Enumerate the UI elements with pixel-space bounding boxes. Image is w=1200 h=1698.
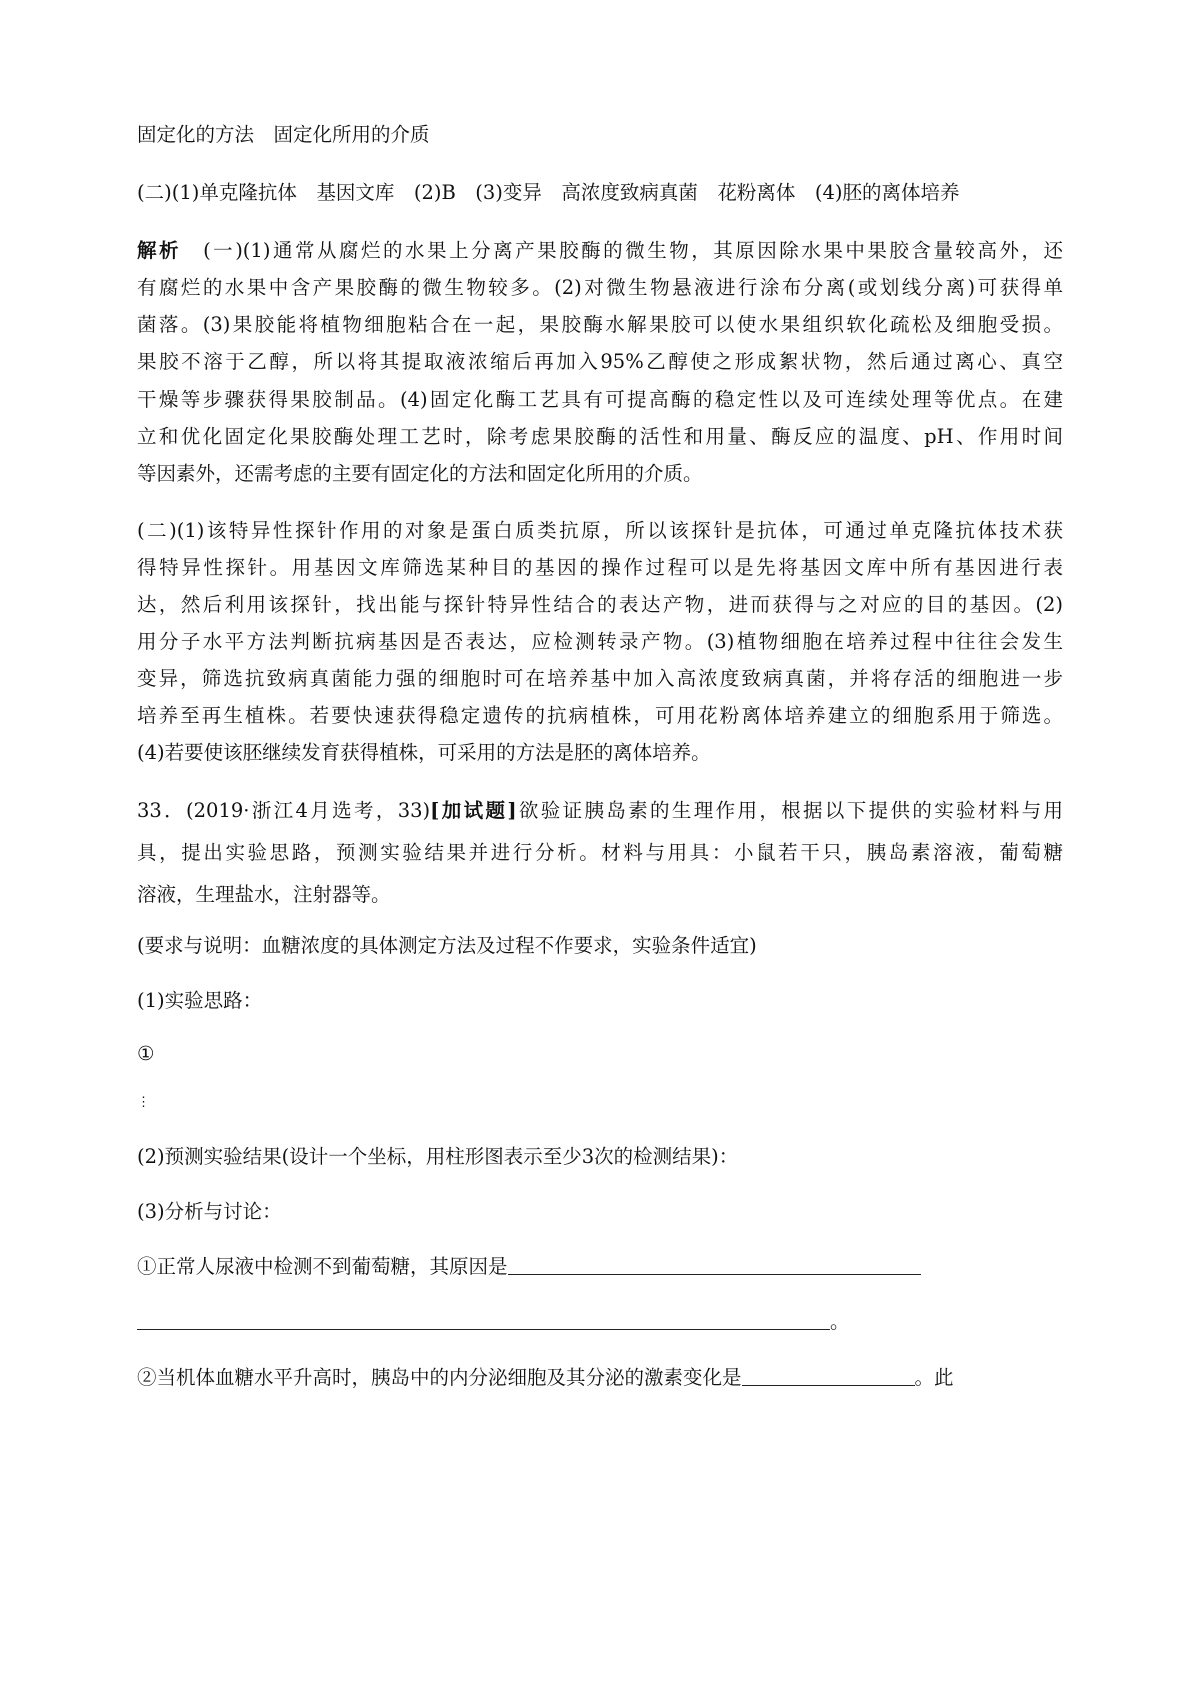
answer-blank-2[interactable] [137,1307,830,1330]
analysis-line-4: 果胶不溶于乙醇，所以将其提取液浓缩后再加入95%乙醇使之形成絮状物，然后通过离心、真空 [137,350,1063,373]
question-text: 欲验证胰岛素的生理作用，根据以下提供的实验材料与用 [516,799,1063,822]
analysis2-line-6: 培养至再生植株。若要快速获得稳定遗传的抗病植株，可用花粉离体培养建立的细胞系用于筛选。 [137,704,1063,727]
analysis-line-7: 等因素外，还需考虑的主要有固定化的方法和固定化所用的介质。 [137,462,703,485]
item-circle-1: ① [137,1042,155,1065]
discussion-1-line [137,1250,1063,1284]
question-tag: [加试题] [430,799,517,822]
part-3-heading: (3)分析与讨论： [137,1200,282,1223]
discussion-1-continuation [137,1305,1063,1339]
discussion-2-line [137,1361,1063,1395]
answer-line-1: 固定化的方法 固定化所用的介质 [137,123,430,146]
analysis2-line-4: 用分子水平方法判断抗病基因是否表达，应检测转录产物。(3)植物细胞在培养过程中往往会发生 [137,630,1063,653]
analysis2-line-3: 达，然后利用该探针，找出能与探针特异性结合的表达产物，进而获得与之对应的目的基因。(2) [137,593,1063,616]
part-2-heading: (2)预测实验结果(设计一个坐标，用柱形图表示至少3次的检测结果)： [137,1145,739,1168]
analysis2-line-2: 得特异性探针。用基因文库筛选某种目的基因的操作过程可以是先将基因文库中所有基因进行表 [137,556,1063,579]
analysis2-line-1: (二)(1)该特异性探针作用的对象是蛋白质类抗原，所以该探针是抗体，可通过单克隆抗体技术获 [137,519,1063,542]
question-33-line-1 [137,794,1063,828]
question-number: 33．(2019·浙江4月选考，33) [137,799,431,822]
analysis-label: 解析 [137,239,182,262]
ellipsis-mark: ⋮ [137,1095,150,1110]
answer-blank-3[interactable] [742,1363,915,1386]
period-mark: 。 [830,1310,850,1333]
part-1-heading: (1)实验思路： [137,989,263,1012]
analysis-line-5: 干燥等步骤获得果胶制品。(4)固定化酶工艺具有可提高酶的稳定性以及可连续处理等优点。在建 [137,388,1063,411]
analysis-line-2: 有腐烂的水果中含产果胶酶的微生物较多。(2)对微生物悬液进行涂布分离(或划线分离)可获得单 [137,276,1063,299]
question-33-line-2: 具，提出实验思路，预测实验结果并进行分析。材料与用具：小鼠若干只，胰岛素溶液，葡萄糖 [137,841,1063,864]
answer-line-2: (二)(1)单克隆抗体 基因文库 (2)B (3)变异 高浓度致病真菌 花粉离体 (4)胚的离体培养 [137,181,960,204]
analysis-line-1 [137,234,1063,268]
answer-blank-1[interactable] [508,1252,921,1275]
analysis-text: (一)(1)通常从腐烂的水果上分离产果胶酶的微生物，其原因除水果中果胶含量较高外，还 [181,239,1063,262]
analysis-line-3: 菌落。(3)果胶能将植物细胞粘合在一起，果胶酶水解果胶可以使水果组织软化疏松及细胞受损。 [137,313,1063,336]
discussion-2-text: ②当机体血糖水平升高时，胰岛中的内分泌细胞及其分泌的激素变化是 [137,1366,742,1389]
discussion-1-text: ①正常人尿液中检测不到葡萄糖，其原因是 [137,1255,508,1278]
analysis2-line-5: 变异，筛选抗致病真菌能力强的细胞时可在培养基中加入高浓度致病真菌，并将存活的细胞进一步 [137,667,1063,690]
requirements-note: (要求与说明：血糖浓度的具体测定方法及过程不作要求，实验条件适宜) [137,934,757,957]
analysis-line-6: 立和优化固定化果胶酶处理工艺时，除考虑果胶酶的活性和用量、酶反应的温度、pH、作用时间 [137,425,1063,448]
discussion-2-tail: 。此 [914,1366,954,1389]
analysis2-line-7: (4)若要使该胚继续发育获得植株，可采用的方法是胚的离体培养。 [137,741,711,764]
question-33-line-3: 溶液，生理盐水，注射器等。 [137,883,391,906]
